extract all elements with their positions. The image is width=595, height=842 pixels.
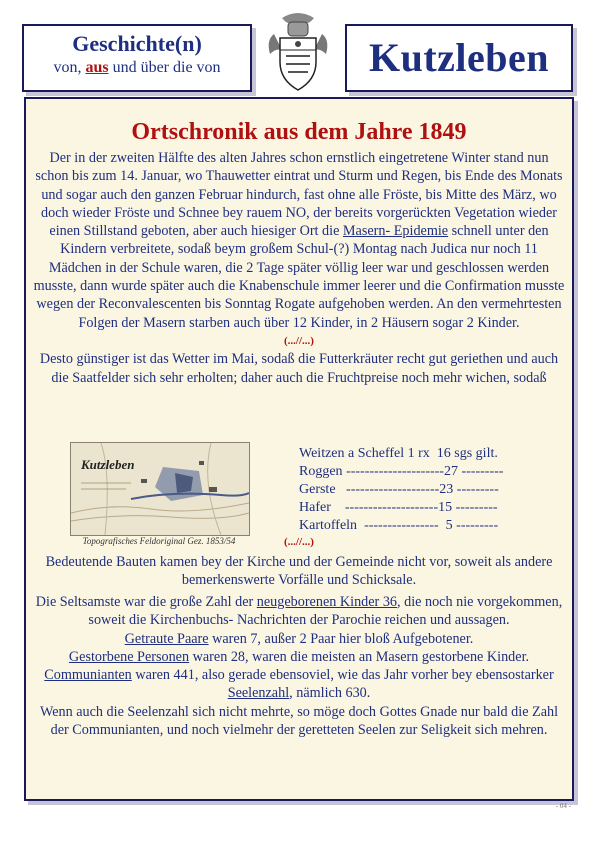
- subtitle-part-1: von,: [53, 59, 82, 76]
- marriages-link[interactable]: Getraute Paare: [124, 630, 209, 647]
- price-value: ---------------- 5 ---------: [357, 518, 499, 533]
- chronicle-panel: [24, 97, 574, 801]
- place-name: Kutzleben: [368, 35, 550, 80]
- price-row: [299, 499, 559, 517]
- price-list: [299, 445, 559, 535]
- price-item: Roggen: [299, 464, 347, 479]
- paragraph-text: waren 28, waren die meisten an Masern gestorbene Kinder.: [192, 648, 530, 665]
- paragraph-text: waren 441, also gerade ebensoviel, wie das Jahr vorher bey ebensostarker: [135, 667, 554, 684]
- deaths-link[interactable]: Gestorbene Personen: [68, 648, 190, 665]
- price-value: --------------------23 ---------: [342, 482, 499, 497]
- newborn-link[interactable]: neugeborenen Kinder 36: [256, 594, 398, 610]
- map-caption: Topografisches Feldoriginal Gez. 1853/54: [82, 536, 236, 546]
- price-value: --------------------15 ---------: [341, 500, 498, 515]
- paragraph-closing: Wenn auch die Seelenzahl sich nicht mehrte, so möge doch Gottes Gnade nur bald die Zahl der Communianten, und noch vielmehr der geretteten Seelen zur Seligkeit sich mehren.: [39, 703, 559, 739]
- paragraph-text: schnell unter den Kindern verbreitete, sodaß beym großem Schul-(?) Montag nach Judica nur noch 11 Mädchen in der Schule waren, die 2 Tage später völlig leer war und geschlossen werden musste, dann wurde später auch die Knabenschule immer leerer und die Confirmation musste wegen der Reconvalescenten bis Sonntag Rogate aufgehoben werden. An den vermehrtesten Folgen der Masern starben auch über 12 Kinder, in 2 Häusern sogar 2 Kinder.: [33, 223, 565, 331]
- omission-marker: (...//...): [284, 334, 314, 347]
- paragraph-statistics: [32, 593, 566, 739]
- series-subtitle: [24, 59, 250, 77]
- paragraph-text: Die Seltsamste war die große Zahl der: [35, 594, 254, 610]
- measles-link[interactable]: Masern- Epidemie: [342, 223, 449, 240]
- paragraph-winter: [32, 149, 566, 387]
- series-title: Geschichte(n): [72, 31, 202, 56]
- subtitle-highlight: aus: [85, 59, 109, 76]
- subtitle-part-2: und über die von: [112, 59, 221, 76]
- price-row: [299, 517, 559, 535]
- paragraph-text: Der in der zweiten Hälfte des alten Jahres schon ernstlich eingetretene Winter stand nun schon bis zum 14. Januar, wo Thauwetter eintrat und Sturm und Regen, bis Ende des Monats und sogar auch den ganzen Februar hindurch, fast ohne alle Fröste, bis Mitte des März, wo doch wieder Fröste und Schnee bey rauem NO, der bereits vorgerückten Vegetation wieder einen Stillstand geboten, aber auch hiesiger Ort die: [35, 150, 563, 240]
- paragraph-weather: Desto günstiger ist das Wetter im Mai, sodaß die Futterkräuter recht gut geriethen und auch die Saatfelder sich sehr erholten; daher auch die Fruchtpreise noch mehr wichen, sodaß: [39, 351, 559, 386]
- omission-marker: (...//...): [284, 536, 314, 548]
- paragraph-text: waren 7, außer 2 Paar hier bloß Aufgebotener.: [212, 630, 474, 647]
- price-item: Weitzen a Scheffel: [299, 446, 405, 461]
- paragraph-buildings: [32, 553, 566, 590]
- price-item: Gerste: [299, 482, 343, 497]
- article-title: Ortschronik aus dem Jahre 1849: [131, 119, 467, 145]
- paragraph-text: , nämlich 630.: [289, 685, 371, 702]
- page-number: - 04 -: [555, 802, 571, 810]
- price-value: ---------------------27 ---------: [346, 464, 504, 479]
- souls-link[interactable]: Seelenzahl: [227, 685, 290, 702]
- price-row: [299, 445, 559, 463]
- price-item: Kartoffeln: [299, 518, 358, 533]
- price-row: [299, 481, 559, 499]
- price-row: [299, 463, 559, 481]
- map-label: Kutzleben: [81, 457, 135, 472]
- price-item: Hafer: [299, 500, 342, 515]
- communicants-link[interactable]: Communianten: [44, 667, 132, 684]
- header-left-box: [22, 24, 252, 92]
- paragraph-text: Bedeutende Bauten kamen bey der Kirche und der Gemeinde nicht vor, soweit als andere bemerkenswerte Vorfälle und Schicksale.: [45, 554, 553, 589]
- paragraph-text: , die noch nie vorgekommen, soweit die Kirchenbuchs- Nachrichten der Parochie reichen und aussagen.: [88, 594, 563, 629]
- map-image: [70, 442, 250, 536]
- coat-of-arms-icon: [262, 10, 334, 94]
- price-value: 1 rx 16 sgs gilt.: [404, 446, 498, 461]
- header-right-box: [345, 24, 573, 92]
